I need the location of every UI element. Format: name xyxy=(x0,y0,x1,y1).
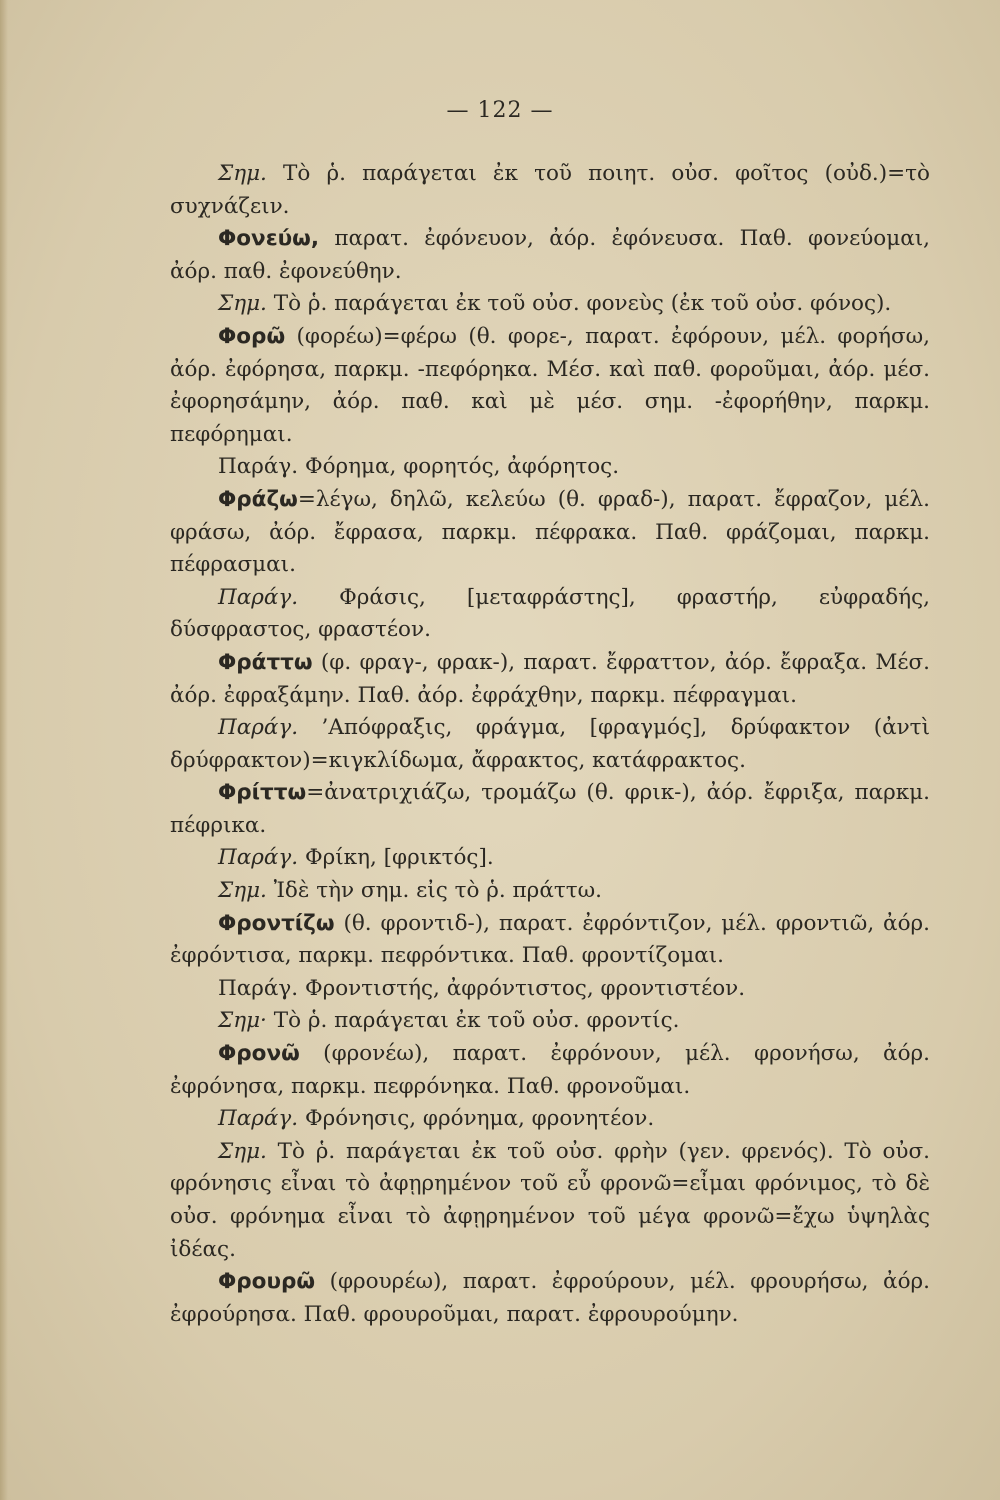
paragraph-lead: Παράγ. xyxy=(218,715,299,741)
page-body xyxy=(170,158,930,1331)
paragraph xyxy=(170,908,930,973)
paragraph-text: Ἰδὲ τὴν σημ. εἰς τὸ ῥ. πράττω. xyxy=(266,878,602,904)
paragraph xyxy=(170,223,930,288)
paragraph-lead: Παράγ. xyxy=(218,975,299,1001)
paragraph-text: Τὸ ῥ. παράγεται ἐκ τοῦ οὐσ. φροντίς. xyxy=(266,1008,680,1034)
paragraph-text: (φρουρέω), παρατ. ἐφρούρουν, μέλ. φρουρήσω, ἀόρ. ἐφρούρησα. Παθ. φρουροῦμαι, παρατ. ἐφρουρούμην. xyxy=(170,1269,930,1327)
paragraph-text: (φορέω)=φέρω (θ. φορε-, παρατ. ἐφόρουν, μέλ. φορήσω, ἀόρ. ἐφόρησα, παρκμ. -πεφόρηκα. Μέσ. καὶ παθ. φοροῦμαι, ἀόρ. μέσ. ἐφορησάμην, ἀόρ. παθ. καὶ μὲ μέσ. σημ. -ἐφορήθην, παρκμ. πεφόρημαι. xyxy=(170,323,930,447)
paragraph-lead: Παράγ. xyxy=(218,454,299,480)
paragraph xyxy=(170,288,930,321)
paragraph xyxy=(170,973,930,1006)
paragraph-lead: Σημ. xyxy=(218,161,267,186)
paragraph-text: Τὸ ῥ. παράγεται ἐκ τοῦ οὐσ. φονεὺς (ἐκ τοῦ οὐσ. φόνος). xyxy=(266,291,892,317)
paragraph xyxy=(170,484,930,582)
paragraph-lead: Παράγ. xyxy=(218,584,299,610)
paragraph-text: Φρόνησις, φρόνημα, φρονητέον. xyxy=(298,1106,655,1132)
page-number: — 122 — xyxy=(446,98,554,123)
paragraph-text: Φροντιστής, ἀφρόντιστος, φροντιστέον. xyxy=(298,975,746,1001)
paragraph xyxy=(170,647,930,712)
paragraph-lead: Φορῶ xyxy=(218,323,286,349)
paragraph-lead: Παράγ. xyxy=(218,1106,299,1132)
paragraph-text: παρατ. ἐφόνευον, ἀόρ. ἐφόνευσα. Παθ. φονεύομαι, ἀόρ. παθ. ἐφονεύθην. xyxy=(170,226,930,284)
paragraph-text: Φρίκη, [φρικτός]. xyxy=(298,845,494,871)
paragraph-lead: Σημ. xyxy=(218,878,267,904)
page-spine-shadow xyxy=(0,0,8,1500)
paragraph-lead: Σημ· xyxy=(218,1008,267,1034)
paragraph xyxy=(170,1005,930,1038)
paragraph xyxy=(170,1266,930,1331)
paragraph-lead: Φράττω xyxy=(218,649,313,675)
paragraph-lead: Παράγ. xyxy=(218,845,299,871)
paragraph xyxy=(170,712,930,777)
paragraph-lead: Φρουρῶ xyxy=(218,1269,316,1295)
paragraph-text: Τὸ ῥ. παράγεται ἐκ τοῦ ποιητ. οὐσ. φοῖτος (οὐδ.)=τὸ συχνάζειν. xyxy=(170,161,930,219)
paragraph-text: (θ. φροντιδ-), παρατ. ἐφρόντιζον, μέλ. φροντιῶ, ἀόρ. ἐφρόντισα, παρκμ. πεφρόντικα. Παθ. φροντίζομαι. xyxy=(170,910,930,969)
paragraph xyxy=(170,842,930,875)
paragraph-text: =ἀνατριχιάζω, τρομάζω (θ. φρικ-), ἀόρ. ἔφριξα, παρκμ. πέφρικα. xyxy=(170,780,930,838)
paragraph xyxy=(170,875,930,908)
paragraph-text: (φρονέω), παρατ. ἐφρόνουν, μέλ. φρονήσω, ἀόρ. ἐφρόνησα, παρκμ. πεφρόνηκα. Παθ. φρονοῦμαι. xyxy=(170,1041,930,1099)
paragraph-lead: Σημ. xyxy=(218,291,267,317)
paragraph xyxy=(170,1038,930,1103)
paragraph xyxy=(170,158,930,223)
paragraph xyxy=(170,777,930,842)
paragraph-lead: Φράζω xyxy=(218,486,298,512)
paragraph-text: Τὸ ῥ. παράγεται ἐκ τοῦ οὐσ. φρὴν (γεν. φρενός). Τὸ οὐσ. φρόνησις εἶναι τὸ ἀφῃρημένον τοῦ εὖ φρονῶ=εἶμαι φρόνιμος, τὸ δὲ οὐσ. φρόνημα εἶναι τὸ ἀφῃρημένον τοῦ μέγα φρονῶ=ἔχω ὑψηλὰς ἰδέας. xyxy=(170,1138,930,1262)
paragraph xyxy=(170,321,930,451)
paragraph-text: (φ. φραγ-, φρακ-), παρατ. ἔφραττον, ἀόρ. ἔφραξα. Μέσ. ἀόρ. ἐφραξάμην. Παθ. ἀόρ. ἐφράχθην, παρκμ. πέφραγμαι. xyxy=(170,649,930,708)
paragraph xyxy=(170,451,930,484)
paragraph-lead: Φρονῶ xyxy=(218,1041,300,1067)
paragraph xyxy=(170,1103,930,1136)
paragraph-lead: Φρίττω xyxy=(218,780,307,806)
paragraph-lead: Φονεύω, xyxy=(218,226,320,252)
paragraph-text: Φράσις, [μεταφράστης], φραστήρ, εὐφραδής, δύσφραστος, φραστέον. xyxy=(170,584,930,643)
paragraph xyxy=(170,582,930,647)
paragraph-text: =λέγω, δηλῶ, κελεύω (θ. φραδ-), παρατ. ἔφραζον, μέλ. φράσω, ἀόρ. ἔφρασα, παρκμ. πέφρακα. Παθ. φράζομαι, παρκμ. πέφρασμαι. xyxy=(170,486,930,578)
paragraph-text: Φόρημα, φορητός, ἀφόρητος. xyxy=(298,454,620,480)
paragraph-lead: Φροντίζω xyxy=(218,910,335,936)
paragraph-lead: Σημ. xyxy=(218,1138,267,1164)
paragraph-text: ’Απόφραξις, φράγμα, [φραγμός], δρύφακτον (ἀντὶ δρύφρακτον)=κιγκλίδωμα, ἄφρακτος, κατάφρακτος. xyxy=(170,715,930,773)
paragraph xyxy=(170,1136,930,1266)
